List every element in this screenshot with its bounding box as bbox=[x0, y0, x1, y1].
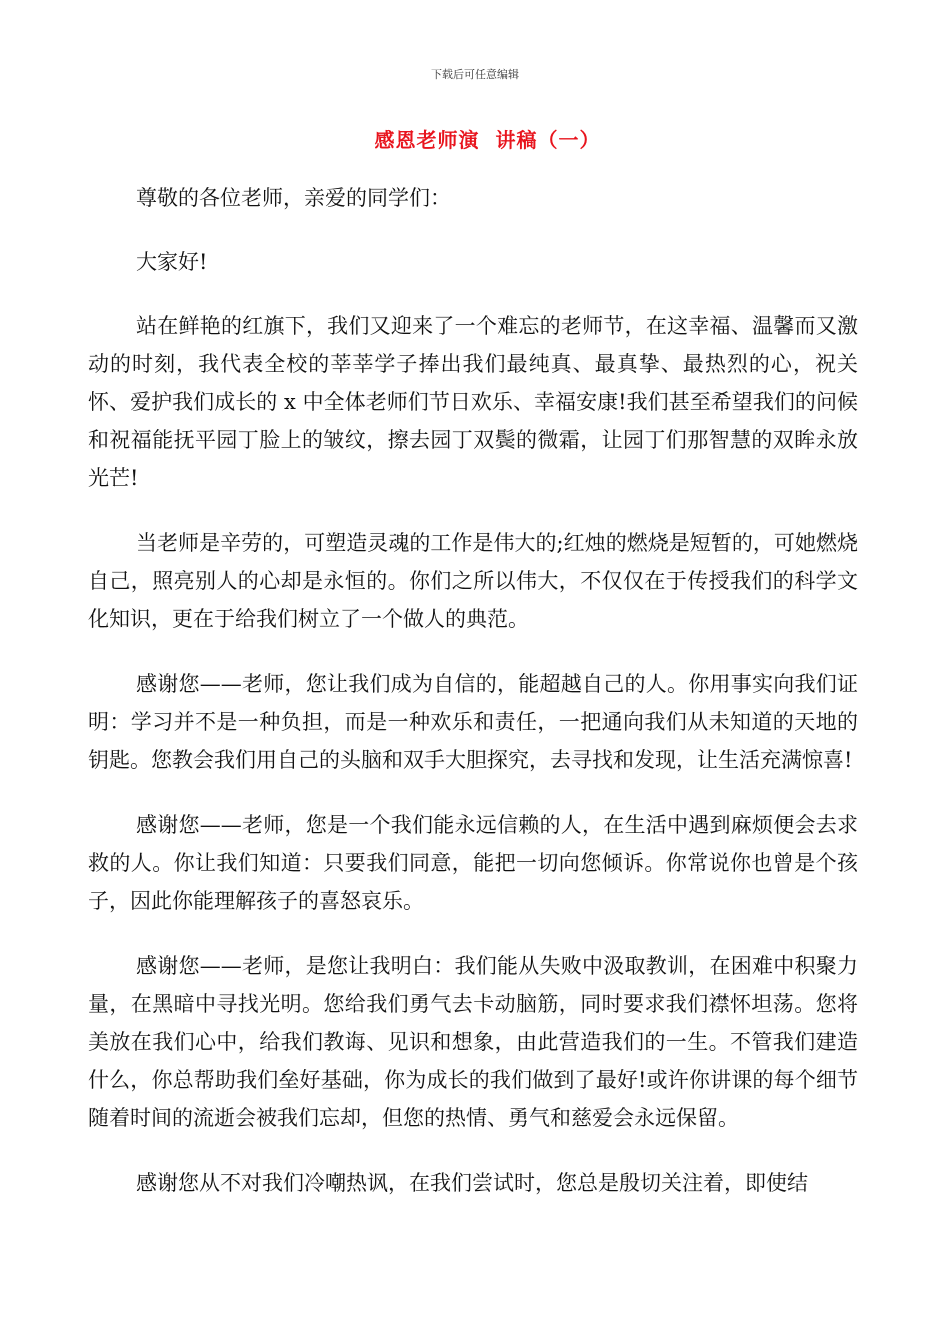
document-title bbox=[0, 124, 950, 153]
paragraph: 当老师是辛劳的，可塑造灵魂的工作是伟大的;红烛的燃烧是短暂的，可她燃烧自己，照亮别人的心却是永恒的。你们之所以伟大，不仅仅在于传授我们的科学文化知识，更在于给我们树立了一个做人的典范。 bbox=[88, 531, 858, 631]
document-body bbox=[88, 179, 858, 1229]
paragraph: 感谢您——老师，您是一个我们能永远信赖的人，在生活中遇到麻烦便会去求救的人。你让我们知道：只要我们同意，能把一切向您倾诉。你常说你也曾是个孩子，因此你能理解孩子的喜怒哀乐。 bbox=[88, 813, 858, 913]
paragraph: 感谢您——老师，是您让我明白：我们能从失败中汲取教训，在困难中积聚力量，在黑暗中寻找光明。您给我们勇气去卡动脑筋，同时要求我们襟怀坦荡。您将美放在我们心中，给我们教诲、见识和想象，由此营造我们的一生。不管我们建造什么，你总帮助我们垒好基础，你为成长的我们做到了最好!或许你讲课的每个细节随着时间的流逝会被我们忘却，但您的热情、勇气和慈爱会永远保留。 bbox=[88, 954, 858, 1130]
paragraph-truncated: 感谢您从不对我们冷嘲热讽，在我们尝试时，您总是殷切关注着，即使结 bbox=[136, 1171, 808, 1195]
paragraph: 站在鲜艳的红旗下，我们又迎来了一个难忘的老师节，在这幸福、温馨而又激动的时刻，我代表全校的莘莘学子捧出我们最纯真、最真挚、最热烈的心，祝关怀、爱护我们成长的 x 中全体老师们节日欢乐、幸福安康!我们甚至希望我们的问候和祝福能抚平园丁脸上的皱纹，擦去园丁双鬓的微霜，让园丁们那智慧的双眸永放光芒! bbox=[88, 314, 858, 490]
document-title-text: 感恩老师演 讲稿（一） bbox=[374, 128, 601, 152]
header-note: 下载后可任意编辑 bbox=[431, 68, 519, 81]
paragraph: 感谢您——老师，您让我们成为自信的，能超越自己的人。你用事实向我们证明：学习并不是一种负担，而是一种欢乐和责任，一把通向我们从未知道的天地的钥匙。您教会我们用自己的头脑和双手大胆探究，去寻找和发现，让生活充满惊喜! bbox=[88, 672, 858, 772]
paragraph-greeting: 大家好! bbox=[136, 250, 208, 274]
paragraph-salutation: 尊敬的各位老师，亲爱的同学们： bbox=[136, 186, 451, 210]
